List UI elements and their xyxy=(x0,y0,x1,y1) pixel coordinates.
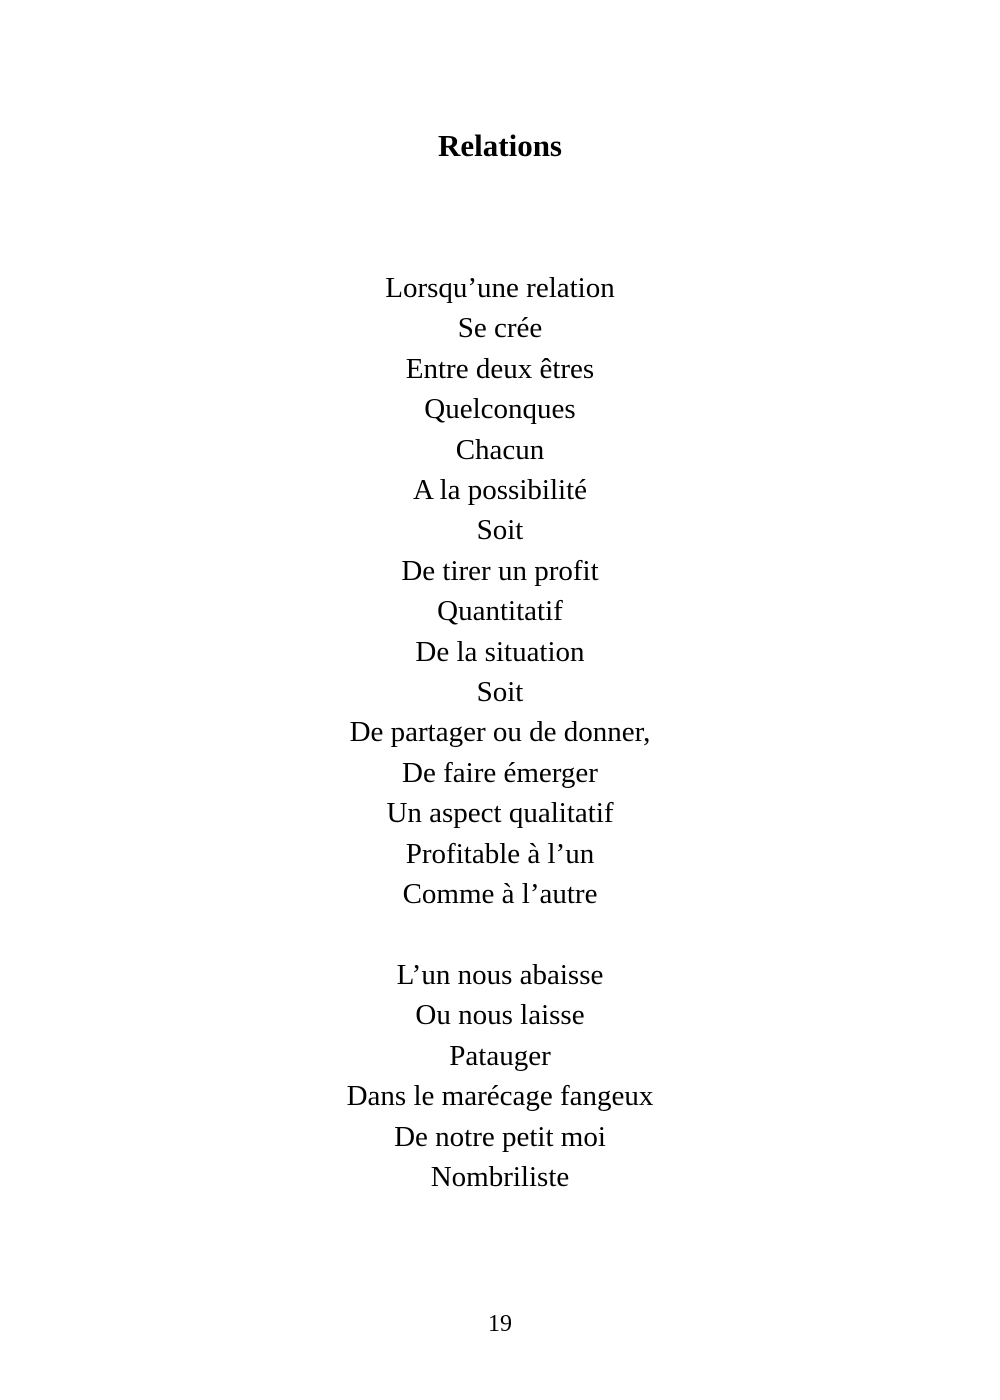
verse-line: De notre petit moi xyxy=(394,1120,606,1153)
verse-line: Soit xyxy=(476,514,524,547)
verse-line: Un aspect qualitatif xyxy=(386,797,614,830)
verse-line: Patauger xyxy=(449,1039,551,1072)
verse-line: Profitable à l’un xyxy=(405,837,595,870)
verse-line: Comme à l’autre xyxy=(402,878,598,911)
page-title: Relations xyxy=(438,128,562,163)
verse-line: L’un nous abaisse xyxy=(396,959,604,991)
verse-line: De la situation xyxy=(415,635,585,668)
verse-line: Ou nous laisse xyxy=(415,999,585,1032)
verse-line: Soit xyxy=(476,676,524,709)
verse-line: Lorsqu’une relation xyxy=(385,272,615,304)
verse-line: Entre deux êtres xyxy=(405,352,595,385)
verse-line: De partager ou de donner, xyxy=(349,716,651,749)
verse-line: Quantitatif xyxy=(437,595,563,628)
verse-line: Quelconques xyxy=(424,393,576,426)
poem-stanza xyxy=(0,955,1000,1197)
verse-line: Chacun xyxy=(455,433,545,466)
page-number: 19 xyxy=(488,1311,512,1337)
verse-line: A la possibilité xyxy=(413,474,587,507)
verse-line: Se crée xyxy=(457,312,543,345)
verse-line: Dans le marécage fangeux xyxy=(346,1080,654,1113)
verse-line: De faire émerger xyxy=(402,756,598,789)
verse-line: De tirer un profit xyxy=(401,554,599,587)
verse-line: Nombriliste xyxy=(430,1161,570,1194)
poem-stanza xyxy=(0,268,1000,915)
